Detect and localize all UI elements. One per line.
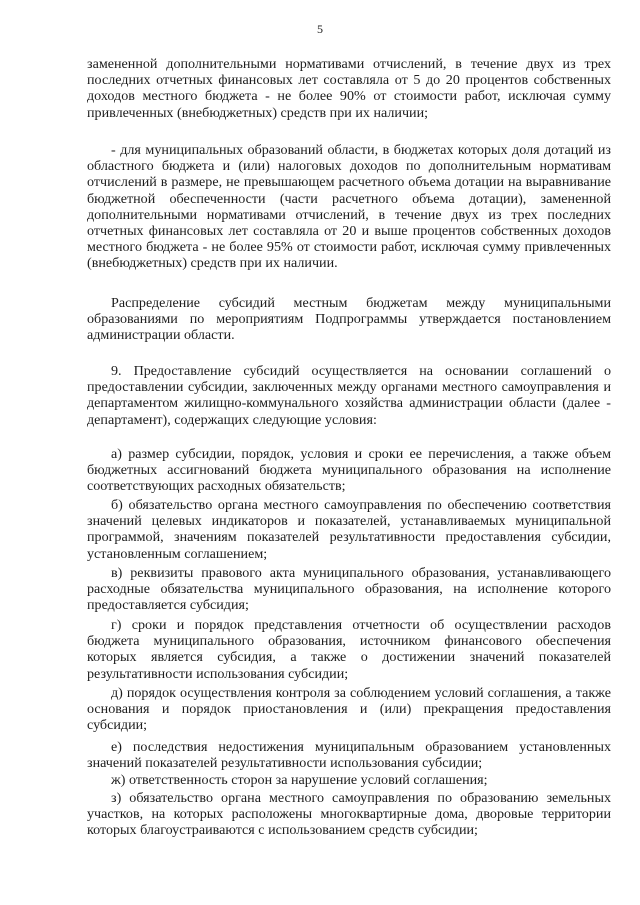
list-item-z: з) обязательство органа местного самоуправления по образованию земельных участков, на которых расположены многоквартирные дома, дворовые территории которых благоустраиваются с использованием средств субсидии; [87,790,611,839]
list-item-e: е) последствия недостижения муниципальным образованием установленных значений показателей результативности использования субсидии; [87,739,611,772]
list-item-g: г) сроки и порядок представления отчетности об осуществлении расходов бюджета муниципального образования, источником финансового обеспечения которых является субсидия, а также о достижении значений показателей результативности использования субсидии; [87,617,611,682]
list-item-v: в) реквизиты правового акта муниципального образования, устанавливающего расходные обязательства муниципального образования, на исполнение которого предоставляется субсидия; [87,565,611,614]
paragraph-4: 9. Предоставление субсидий осуществляется на основании соглашений о предоставлении субсидии, заключенных между органами местного самоуправления и департаментом жилищно-коммунального хозяйства администрации области (далее - департамент), содержащих следующие условия: [87,363,611,428]
list-item-a: а) размер субсидии, порядок, условия и сроки ее перечисления, а также объем бюджетных ассигнований бюджета муниципального образования на исполнение соответствующих расходных обязательств; [87,446,611,495]
paragraph-3: Распределение субсидий местным бюджетам между муниципальными образованиями по мероприятиям Подпрограммы утверждается постановлением администрации области. [87,295,611,344]
list-item-d: д) порядок осуществления контроля за соблюдением условий соглашения, а также основания и порядок приостановления и (или) прекращения предоставления субсидии; [87,685,611,734]
paragraph-2: - для муниципальных образований области, в бюджетах которых доля дотаций из областного бюджета и (или) налоговых доходов по дополнительным нормативам отчислений в размере, не превышающем расчетного объема дотации на выравнивание бюджетной обеспеченности (части расчетного объема дотации), замененной дополнительными нормативами отчислений, в течение двух из трех последних отчетных финансовых лет составляла от 20 и выше процентов собственных доходов местного бюджета - не более 95% от стоимости работ, исключая сумму привлеченных (внебюджетных) средств при их наличии. [87,142,611,272]
list-item-b: б) обязательство органа местного самоуправления по обеспечению соответствия значений целевых индикаторов и показателей, устанавливаемых муниципальной программой, значениям показателей результативности предоставления субсидии, установленным соглашением; [87,497,611,562]
page-number: 5 [317,22,323,36]
paragraph-1: замененной дополнительными нормативами отчислений, в течение двух из трех последних отчетных финансовых лет составляла от 5 до 20 процентов собственных доходов местного бюджета - не более 90% от стоимости работ, исключая сумму привлеченных (внебюджетных) средств при их наличии; [87,56,611,121]
list-item-zh: ж) ответственность сторон за нарушение условий соглашения; [111,772,488,788]
